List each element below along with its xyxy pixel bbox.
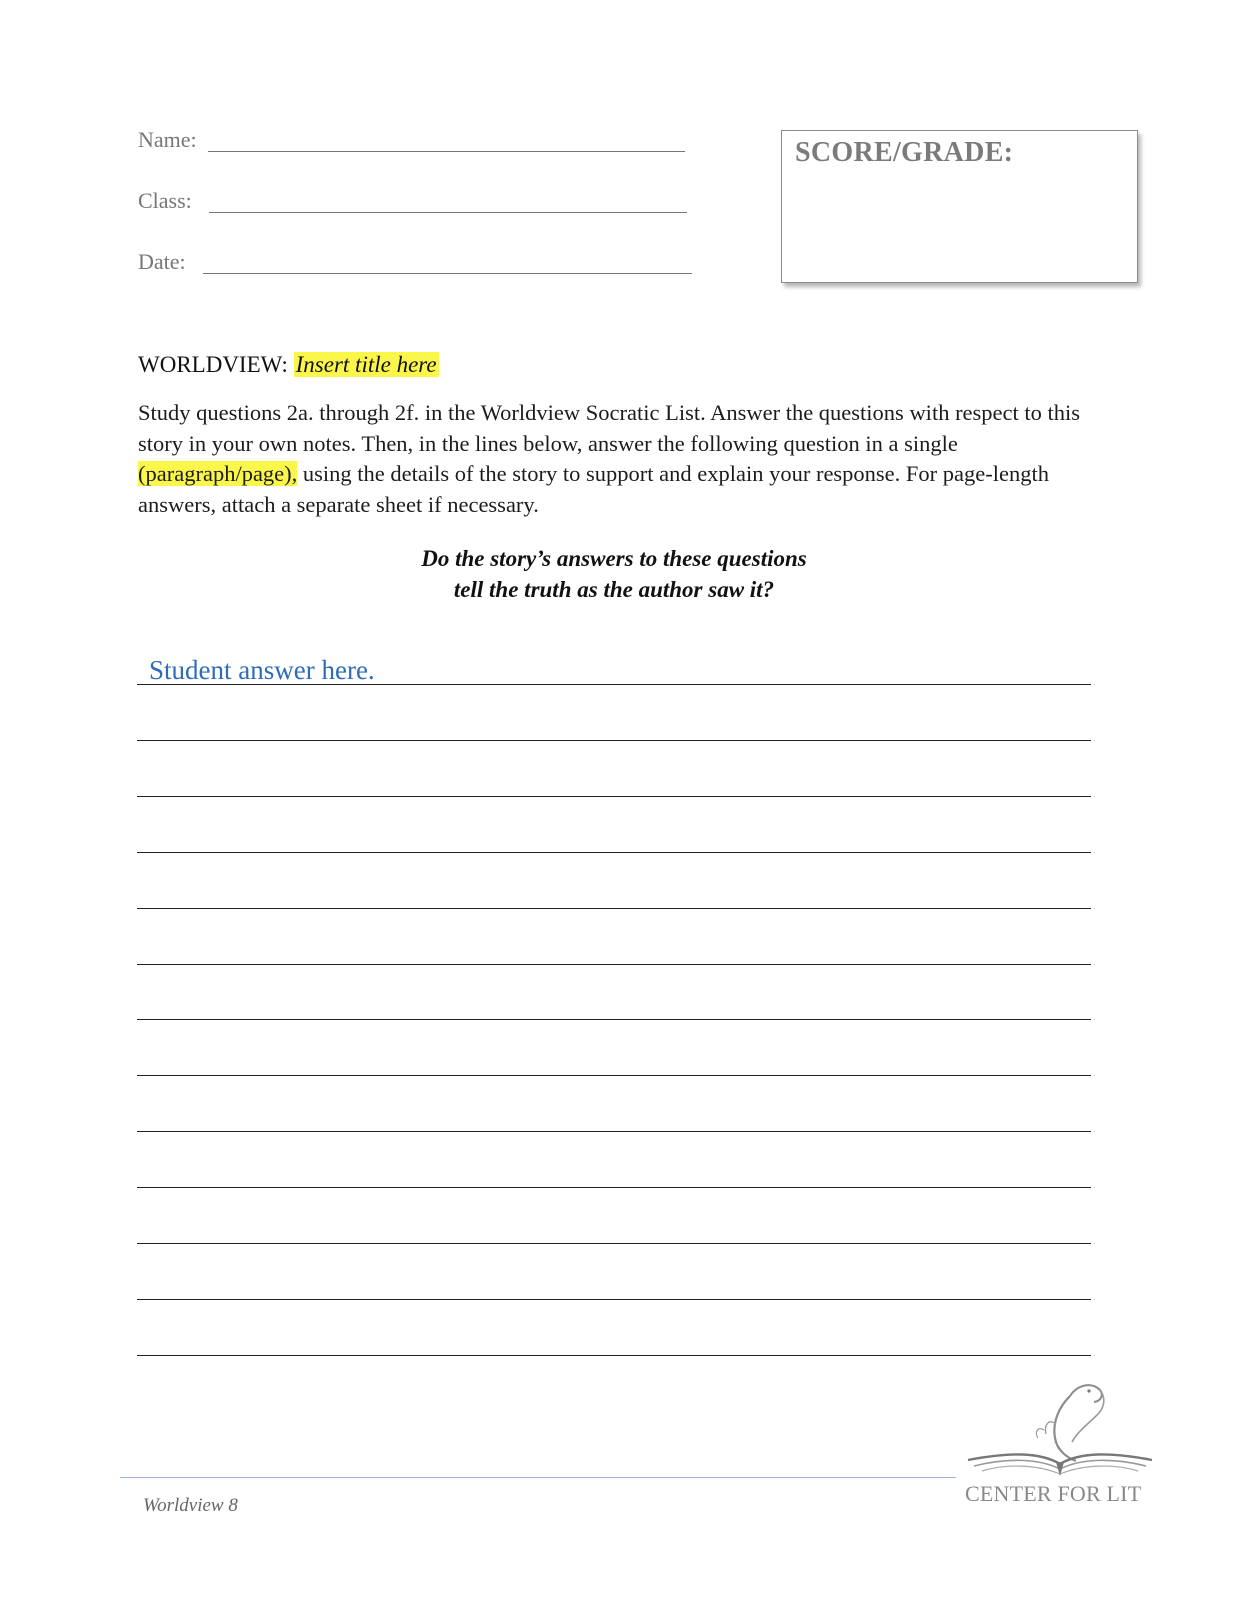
class-blank-line[interactable] (209, 212, 687, 213)
instructions-highlight: (paragraph/page), (138, 461, 298, 486)
center-for-lit-text: CENTER FOR LIT (965, 1481, 1142, 1506)
instructions-part1: Study questions 2a. through 2f. in the Worldview Socratic List. Answer the questions with respect to this story in your own notes. Then, in the lines below, answer the following question in a single (138, 400, 1081, 456)
footer-page-label: Worldview 8 (143, 1495, 238, 1516)
instructions-part2: using the details of the story to support and explain your response. For page-length answers, attach a separate sheet if necessary. (138, 461, 1050, 517)
name-field (138, 127, 197, 153)
center-for-lit-logo (960, 1376, 1160, 1511)
date-field (138, 249, 186, 275)
prompt-question-line2: tell the truth as the author saw it? (453, 577, 775, 602)
instructions-paragraph (138, 398, 1098, 520)
class-label: Class: (138, 188, 192, 213)
prompt-question (300, 543, 928, 605)
answer-line[interactable] (137, 1131, 1091, 1132)
prompt-question-line1: Do the story’s answers to these questions (421, 546, 807, 571)
footer-rule (120, 1477, 956, 1478)
score-grade-box (781, 130, 1138, 283)
answer-line[interactable] (137, 1187, 1091, 1188)
answer-line[interactable] (137, 1019, 1091, 1020)
title-placeholder: Insert title here (295, 352, 437, 377)
name-label: Name: (138, 127, 197, 152)
date-blank-line[interactable] (203, 273, 692, 274)
answer-line[interactable] (137, 908, 1091, 909)
student-answer-text[interactable]: Student answer here. (149, 655, 375, 685)
answer-line[interactable] (137, 684, 1091, 685)
answer-line[interactable] (137, 1075, 1091, 1076)
answer-line[interactable] (137, 1243, 1091, 1244)
name-blank-line[interactable] (208, 151, 685, 152)
answer-line[interactable] (137, 740, 1091, 741)
pelican-book-icon (960, 1376, 1160, 1481)
answer-line[interactable] (137, 796, 1091, 797)
answer-line[interactable] (137, 852, 1091, 853)
answer-line[interactable] (137, 1299, 1091, 1300)
worldview-heading (138, 352, 439, 378)
answer-line[interactable] (137, 1355, 1091, 1356)
score-grade-label: SCORE/GRADE: (795, 137, 1014, 168)
worldview-heading-prefix: WORLDVIEW: (138, 352, 288, 377)
answer-line[interactable] (137, 964, 1091, 965)
class-field (138, 188, 192, 214)
date-label: Date: (138, 249, 186, 274)
